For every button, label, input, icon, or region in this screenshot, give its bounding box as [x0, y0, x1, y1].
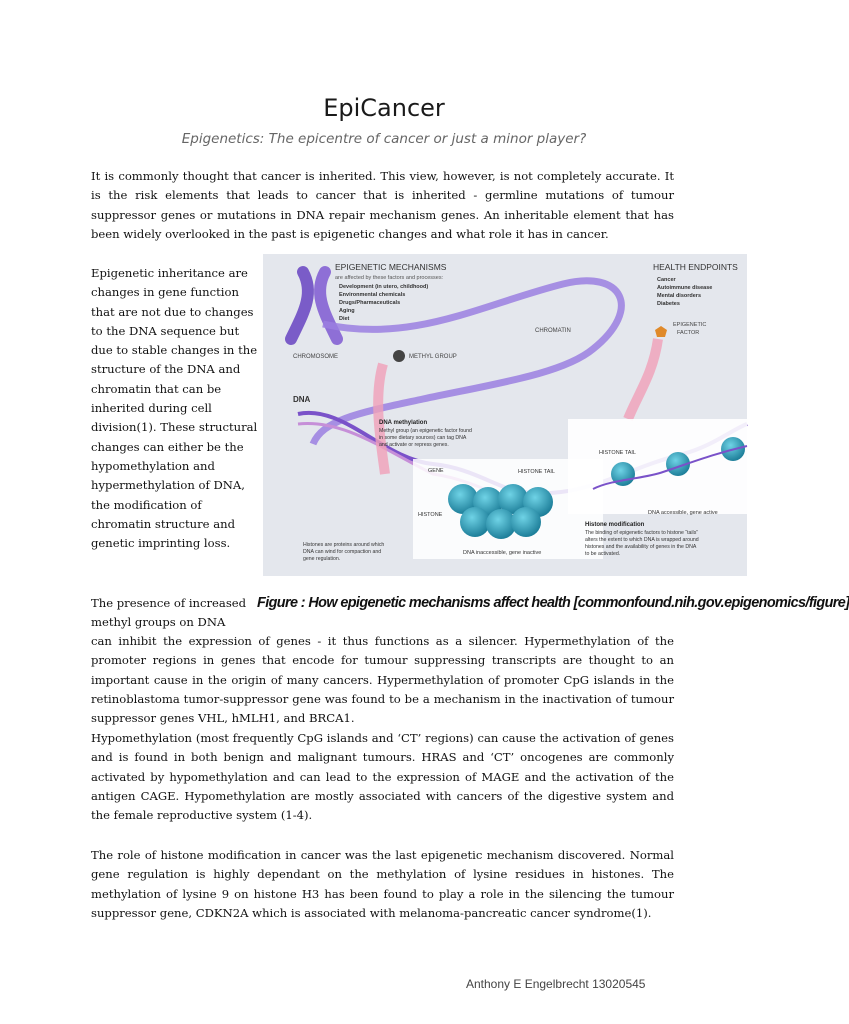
hypermethylation-paragraph: can inhibit the expression of genes - it thus functions as a silencer. Hypermethylation of the promoter regions in genes that encode for tumour suppressing transcripts are thought to an important cause in the origin of many cancers. Hypermethylation of promoter CpG islands in the retinoblastoma tumor-suppressor gene was found to be a mechanism in the inactivation of tumour suppressor genes VHL, hMLH1, and BRCA1. [91, 634, 674, 726]
endpoints-title: HEALTH ENDPOINTS [653, 262, 738, 272]
methyl-group-label: METHYL GROUP [409, 354, 457, 360]
figure-caption: Figure : How epigenetic mechanisms affect health [commonfound.nih.gov.epigenomics/figure] [257, 595, 849, 611]
epigenetic-factor-icon [655, 326, 667, 337]
histone-modification-paragraph: The role of histone modification in cancer was the last epigenetic mechanism discovered. Normal gene regulation is highly dependant on the methylation of lysine residues in histones. The methylation of lysine 9 on histone H3 has been found to play a role in the silencing the tumour suppressor gene, CDKN2A which is associated with melanoma-pancreatic cancer syndrome(1). [91, 848, 674, 920]
author-footer: Anthony E Engelbrecht 13020545 [466, 977, 646, 991]
hypomethylation-paragraph: Hypomethylation (most frequently CpG islands and ‘CT’ regions) can cause the activation of genes and is found in both benign and malignant tumours. HRAS and ‘CT’ oncogenes are commonly activated by hypomethylation and can lead to the expression of MAGE and the activation of the antigen CAGE. Hypomethylation are mostly associated with cancers of the digestive system and the female reproductive system (1-4). [91, 731, 674, 823]
chromosome-label: CHROMOSOME [293, 354, 338, 360]
endpoint-item: Autoimmune disease [657, 285, 713, 291]
endpoint-item: Cancer [657, 277, 676, 283]
dna-methylation-line: and activate or repress genes. [379, 442, 449, 448]
endpoint-item: Mental disorders [657, 293, 702, 299]
chromatin-label: CHROMATIN [535, 328, 571, 334]
epigenetic-factor-arrow [628, 339, 658, 419]
page-title: EpiCancer [323, 94, 445, 122]
dna-methylation-line: in some dietary sources) can tag DNA [379, 435, 467, 441]
mechanism-item: Development (in utero, childhood) [339, 284, 429, 290]
dna-accessible-label: DNA accessible, gene active [648, 510, 718, 516]
histone-modification-line: The binding of epigenetic factors to histone “tails” [585, 530, 699, 536]
endpoint-item: Diabetes [657, 301, 680, 307]
dna-methylation-title: DNA methylation [379, 420, 428, 426]
mechanisms-subtitle: are affected by these factors and processes: [335, 275, 444, 281]
histones-compact [448, 484, 553, 539]
epigenetic-inheritance-paragraph: Epigenetic inheritance are changes in gene function that are not due to changes to the DNA sequence but due to stable changes in the structure of the DNA and chromatin that can be inherited during cell division(1). These structural changes can either be the hypomethylation and hypermethylation of DNA, the modification of chromatin structure and genetic imprinting loss. [91, 266, 258, 551]
dna-inaccessible-label: DNA inaccessible, gene inactive [463, 550, 542, 556]
histone-modification-line: to be activated. [585, 551, 621, 557]
histone-modification-line: alters the extent to which DNA is wrapped around [585, 537, 699, 543]
page-subtitle: Epigenetics: The epicentre of cancer or just a minor player? [181, 131, 587, 147]
histone-tail-label: HISTONE TAIL [518, 469, 555, 475]
histone-modification-title: Histone modification [585, 522, 645, 528]
histones-note-line: gene regulation. [303, 556, 341, 562]
histone-label: HISTONE [418, 512, 443, 518]
histones-note-line: Histones are proteins around which [303, 542, 385, 548]
epigenetics-figure [263, 254, 747, 576]
mechanism-item: Aging [339, 308, 355, 314]
mechanism-item: Drugs/Pharmaceuticals [339, 300, 401, 306]
methyl-group-icon [393, 350, 405, 362]
methylation-arrow [378, 364, 385, 474]
intro-paragraph: It is commonly thought that cancer is inherited. This view, however, is not completely accurate. It is the risk elements that leads to cancer that is inherited - germline mutations of tumour suppressor genes or mutations in DNA repair mechanism genes. An inheritable element that has been widely overlooked in the past is epigenetic changes and what role it has in cancer. [91, 169, 674, 241]
histones-note-line: DNA can wind for compaction and [303, 549, 382, 555]
epigenetic-factor-label: EPIGENETIC [673, 322, 707, 328]
mechanisms-title: EPIGENETIC MECHANISMS [335, 262, 447, 272]
gene-label: GENE [428, 468, 444, 474]
histone-tail-label-right: HISTONE TAIL [599, 450, 636, 456]
methyl-groups-paragraph-start: The presence of increased methyl groups on DNA [91, 596, 247, 630]
epigenetic-factor-label: FACTOR [677, 330, 700, 336]
mechanism-item: Environmental chemicals [339, 292, 406, 298]
dna-label: DNA [293, 395, 311, 404]
histone-modification-line: histones and the availability of genes in the DNA [585, 544, 697, 550]
dna-methylation-line: Methyl group (an epigenetic factor found [379, 428, 472, 434]
mechanism-item: Diet [339, 316, 350, 322]
